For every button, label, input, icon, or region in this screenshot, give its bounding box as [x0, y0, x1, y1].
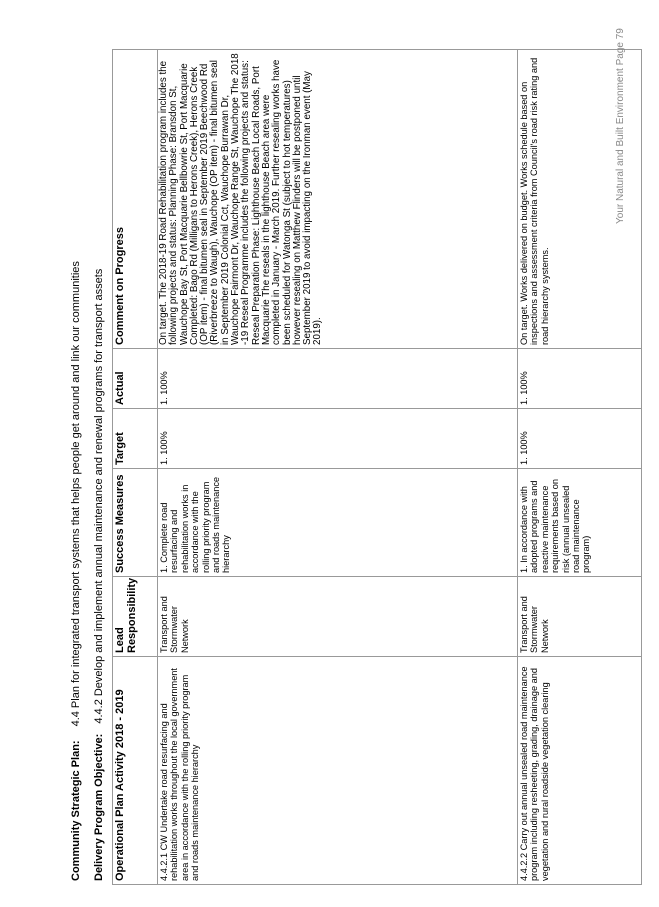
comment-cell: On target. The 2018-19 Road Rehabilitation program includes the following projects and status: Planning Phase: Bransdon St, Wauchope Bay St, Port Macquarie Bellbowrie St, Port Macquarie Completed: Bago Rd (Milligans to Herons Creek), Herons Creek (OP item) - final bitumen seal in September 2019 Beechwood Rd (Riverbreeze to Waugh), Wauchope (OP item) - final bitumen seal in September 2019 Colonial Cct, Wauchope Burrawan Dr, Wauchope Fairmont Dr, Wauchope Range St, Wauchope The 2018 -19 Reseal Programme includes the following projects and status: Reseal Preparation Phase: Lighthouse Beach Local Roads, Port Macquarie The reseals in the lighthouse Beach area were completed in January - March 2019. Further resealing works have been scheduled for Watonga St (subject to hot temperatures) however resealing on Matthew Flinders will be postponed until September 2019 to avoid impacting on the Ironman event (May 2019).	[158, 50, 518, 349]
dpo-label: Delivery Program Objective:	[93, 733, 105, 881]
csp-value: 4.4 Plan for integrated transport systems that helps people get around and link our communities	[70, 261, 82, 727]
column-header-success: Success Measures	[113, 469, 158, 577]
delivery-program-objective	[93, 269, 105, 881]
column-header-actual: Actual	[113, 349, 158, 409]
success-cell: 1. In accordance with adopted programs and reactive maintenance requirements based on risk (annual unsealed road maintenance program)	[518, 469, 642, 577]
column-header-comment: Comment on Progress	[113, 50, 158, 349]
dpo-value: 4.4.2 Develop and implement annual maintenance and renewal programs for transport assets	[93, 268, 105, 724]
lead-cell: Transport and Stormwater Network	[158, 577, 518, 657]
community-strategic-plan	[70, 261, 82, 881]
column-header-target: Target	[113, 409, 158, 469]
target-cell: 1. 100%	[158, 409, 518, 469]
activity-cell: 4.4.2.1 CW Undertake road resurfacing and rehabilitation works throughout the local government area in accordance with the rolling priority program and roads maintenance hierarchy	[158, 657, 518, 885]
csp-label: Community Strategic Plan:	[70, 740, 82, 881]
target-cell: 1. 100%	[518, 409, 642, 469]
lead-cell: Transport and Stormwater Network	[518, 577, 642, 657]
operational-plan-table	[112, 49, 642, 885]
actual-cell: 1. 100%	[518, 349, 642, 409]
table-header-row	[113, 50, 158, 885]
actual-cell: 1. 100%	[158, 349, 518, 409]
table-row	[158, 50, 518, 885]
success-cell: 1. Complete road resurfacing and rehabilitation works in accordance with the rolling priority program and roads maintenance hierarchy	[158, 469, 518, 577]
comment-cell: On target. Works delivered on budget. Works schedule based on inspections and assessment criteria from Council's road risk rating and road hierarchy systems.	[518, 50, 642, 349]
column-header-activity: Operational Plan Activity 2018 - 2019	[113, 657, 158, 885]
activity-cell: 4.4.2.2 Carry out annual unsealed road maintenance program including resheeting, grading, drainage and vegetation and rural roadside vegetation clearing	[518, 657, 642, 885]
column-header-lead: Lead Responsibility	[113, 577, 158, 657]
page-footer: Your Natural and Built Environment Page 79	[615, 28, 626, 224]
